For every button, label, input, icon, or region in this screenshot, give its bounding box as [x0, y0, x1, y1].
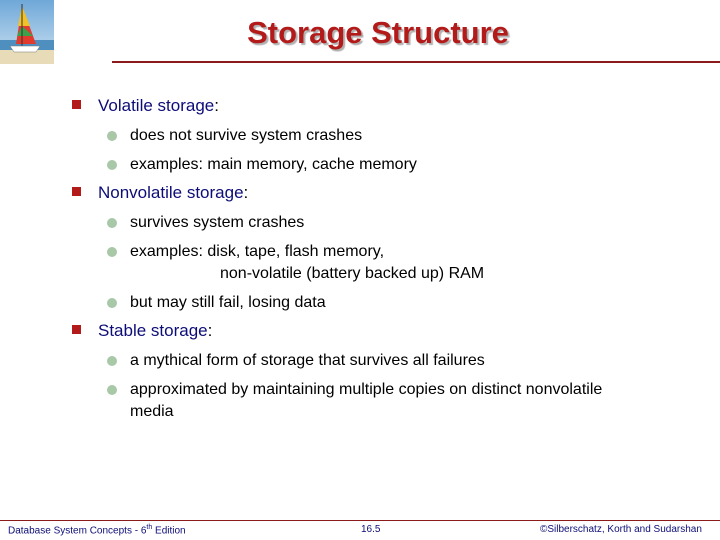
- footer-copyright: ©Silberschatz, Korth and Sudarshan: [540, 524, 702, 535]
- slide-title: Storage Structure: [247, 15, 509, 50]
- section-term: Stable storage: [98, 321, 208, 340]
- bullet-text: examples: main memory, cache memory: [130, 156, 417, 173]
- square-bullet-icon: [72, 325, 81, 334]
- round-bullet-icon: [107, 247, 117, 257]
- square-bullet-icon: [72, 100, 81, 109]
- footer-book-title: Database System Concepts - 6th Edition: [8, 524, 186, 537]
- bullet-continuation: non-volatile (battery backed up) RAM: [220, 265, 485, 282]
- section-colon: :: [214, 96, 219, 115]
- square-bullet-icon: [72, 187, 81, 196]
- section-term: Nonvolatile storage: [98, 183, 244, 202]
- round-bullet-icon: [107, 298, 117, 308]
- section-term: Volatile storage: [98, 96, 215, 115]
- round-bullet-icon: [107, 131, 117, 141]
- round-bullet-icon: [107, 385, 117, 395]
- section-colon: :: [243, 183, 249, 202]
- bullet-text: a mythical form of storage that survives all failures: [130, 352, 485, 369]
- bullet-text: survives system crashes: [130, 214, 305, 231]
- bullet-text: approximated by maintaining multiple copies on distinct nonvolatile: [130, 381, 603, 398]
- round-bullet-icon: [107, 218, 117, 228]
- title-divider: [112, 61, 720, 63]
- bullet-text: does not survive system crashes: [130, 127, 363, 144]
- round-bullet-icon: [107, 356, 117, 366]
- footer-divider: [0, 520, 720, 521]
- bullet-text: but may still fail, losing data: [130, 294, 326, 311]
- section-colon: :: [207, 321, 213, 340]
- bullet-text: examples: disk, tape, flash memory,: [130, 243, 385, 260]
- bullet-continuation: media: [130, 403, 174, 420]
- footer-page-number: 16.5: [361, 524, 381, 535]
- round-bullet-icon: [107, 160, 117, 170]
